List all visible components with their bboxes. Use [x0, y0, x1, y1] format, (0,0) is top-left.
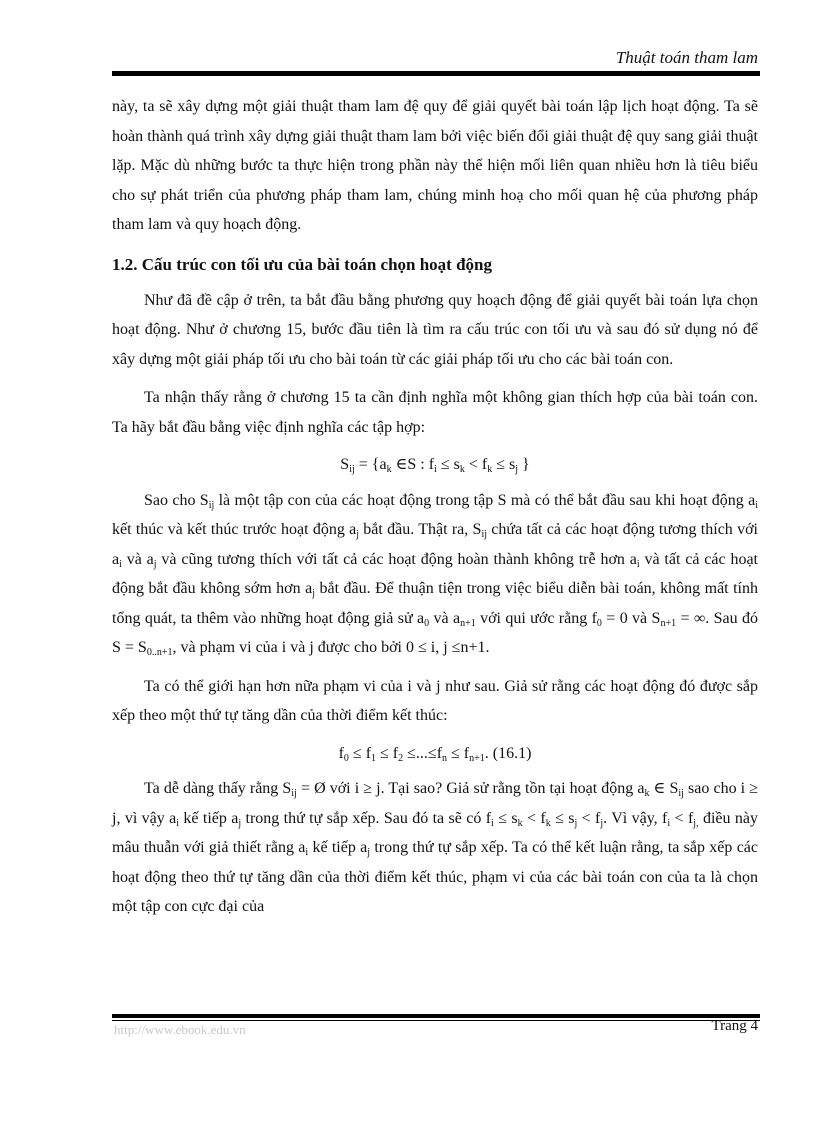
section-heading: 1.2. Cấu trúc con tối ưu của bài toán chọn hoạt động — [112, 254, 493, 274]
paragraph-1: Như đã đề cập ở trên, ta bắt đầu bằng phương quy hoạch động để giải quyết bài toán lựa chọn hoạt động. Như ở chương 15, bước đầu tiên là tìm ra cấu trúc con tối ưu và sau đó sử dụng nó để xây dựng một giải pháp tối ưu cho bài toán từ các giải pháp tối ưu cho các bài toán con. — [112, 291, 758, 368]
formula-text: ∈S : f — [391, 456, 435, 473]
header-rule — [112, 71, 760, 76]
footer-rule — [112, 1014, 760, 1018]
paragraph-2: Ta nhận thấy rằng ở chương 15 ta cần định nghĩa một không gian thích hợp của bài toán con. Ta hãy bắt đầu bằng việc định nghĩa các tập hợp: — [112, 389, 758, 436]
footer-rule-thin — [112, 1020, 760, 1021]
paragraph-3: Sao cho $S_{ij}$ là một tập con của các hoạt động trong tập S mà có thể bắt đầu sau khi hoạt động $a_i$ kết thúc và kết thúc trước hoạt động $a_j$ bắt đầu. Thật ra, $S_{ij}$ chứa tất cả các hoạt động tương thích với $a_i$ và $a_j$ và cũng tương thích với tất cả các hoạt động hoàn thành không trễ hơn $a_i$ và tất cả các hoạt động bắt đầu không sớm hơn $a_j$ bắt đầu. Để thuận tiện trong việc biểu diễn bài toán, không mất tính tổng quát, ta thêm vào những hoạt động giả sử $a_0$ và $a_{n+1}$ với qui ước rằng $f_0 = 0$ và $S_{n+1}$ = ∞. Sau đó $S = S_{0..n+1}$, và phạm vi của i và j được cho bởi 0 ≤ i, j ≤n+1. — [112, 491, 759, 658]
formula-sij-definition — [112, 450, 758, 480]
formula-text: } — [518, 456, 530, 473]
formula-text: = {a — [354, 456, 387, 473]
formula-subscript: k — [487, 464, 493, 475]
page-content — [112, 92, 758, 922]
formula-subscript: k — [386, 464, 392, 475]
formula-text: S — [340, 456, 350, 473]
formula-text: ≤ s — [492, 456, 516, 473]
header-title: Thuật toán tham lam — [615, 48, 758, 67]
formula-subscript: i — [434, 464, 437, 475]
intro-paragraph: này, ta sẽ xây dựng một giải thuật tham lam đệ quy để giải quyết bài toán lập lịch hoạt động. Ta sẽ hoàn thành quá trình xây dựng giải thuật tham lam bởi việc biến đổi giải thuật đệ quy sang giải thuật lặp. Mặc dù những bước ta thực hiện trong phần này thể hiện mối liên quan nhiều hơn là tiêu biểu cho sự phát triển của phương pháp tham lam, chúng minh hoạ cho mối quan hệ của phương pháp tham lam và quy hoạch động. — [112, 98, 758, 233]
paragraph-4: Ta có thể giới hạn hơn nữa phạm vi của i và j như sau. Giả sử rằng các hoạt động đó được sắp xếp theo một thứ tự tăng dần của thời điểm kết thúc: — [112, 677, 758, 724]
formula-16-1: $f_0 \le f_1 \le f_2 \le...\le f_n \le f_{n+1}$. (16.1) — [338, 744, 532, 764]
formula-text: < f — [464, 456, 488, 473]
formula-subscript: k — [459, 464, 465, 475]
page-number: Trang 4 — [711, 1018, 758, 1034]
formula-subscript: ij — [349, 464, 355, 475]
formula-text: ≤ s — [436, 456, 460, 473]
formula-subscript: j — [515, 464, 519, 475]
footer-url: http://www.ebook.edu.vn — [114, 1022, 246, 1037]
paragraph-5: Ta dễ dàng thấy rằng $S_{ij}$ = Ø với i ≥ j. Tại sao? Giả sử rằng tồn tại hoạt động $a_k$ ∈ $S_{ij}$ sao cho i ≥ j, vì vậy $a_i$ kế tiếp $a_j$ trong thứ tự sắp xếp. Sau đó ta sẽ có $f_i \le s_k < f_k \le s_j < f_j$. Vì vậy, $f_i < f_{j,}$ điều này mâu thuẫn với giả thiết rằng $a_i$ kế tiếp $a_j$ trong thứ tự sắp xếp. Ta có thể kết luận rằng, ta sắp xếp các hoạt động theo thứ tự tăng dần của thời điểm kết thúc, phạm vi của các bài toán con của ta là chọn một tập con cực đại của — [112, 780, 759, 915]
